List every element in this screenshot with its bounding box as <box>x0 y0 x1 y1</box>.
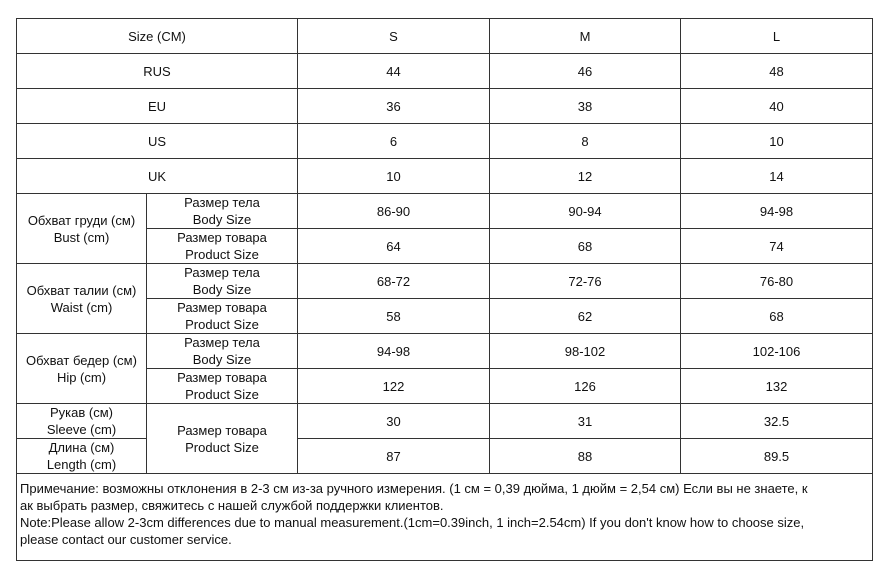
body-size-label-en: Body Size <box>192 282 252 297</box>
cell-eu-l: 40 <box>681 89 873 124</box>
sleeve-label <box>17 404 147 439</box>
measurement-note <box>17 474 873 561</box>
cell-hip-body-m: 98-102 <box>490 334 681 369</box>
table-row-uk <box>17 159 873 194</box>
cell-uk-l: 14 <box>681 159 873 194</box>
cell-sleeve-s: 30 <box>298 404 490 439</box>
cell-waist-product-l: 68 <box>681 299 873 334</box>
cell-sleeve-m: 31 <box>490 404 681 439</box>
size-header-cell: Size (CM) <box>17 19 298 54</box>
cell-bust-product-m: 68 <box>490 229 681 264</box>
cell-length-m: 88 <box>490 439 681 474</box>
cell-us-s: 6 <box>298 124 490 159</box>
length-label-en: Length (cm) <box>46 457 117 472</box>
cell-uk-m: 12 <box>490 159 681 194</box>
body-size-label-ru: Размер тела <box>184 335 260 350</box>
cell-waist-product-m: 62 <box>490 299 681 334</box>
bust-product-size-label <box>147 229 298 264</box>
table-row-note <box>17 474 873 561</box>
cell-rus-l: 48 <box>681 54 873 89</box>
cell-length-l: 89.5 <box>681 439 873 474</box>
cell-waist-body-m: 72-76 <box>490 264 681 299</box>
sleeve-label-en: Sleeve (cm) <box>46 422 117 437</box>
body-size-label-ru: Размер тела <box>184 265 260 280</box>
product-size-label-ru: Размер товара <box>177 300 267 315</box>
product-size-label-en: Product Size <box>185 439 259 455</box>
waist-label-ru: Обхват талии (см) <box>26 282 137 298</box>
hip-label-ru: Обхват бедер (см) <box>26 352 137 368</box>
cell-eu-s: 36 <box>298 89 490 124</box>
row-label-us: US <box>17 124 298 159</box>
waist-label <box>17 264 147 334</box>
table-row-length <box>17 439 873 474</box>
cell-eu-m: 38 <box>490 89 681 124</box>
cell-sleeve-l: 32.5 <box>681 404 873 439</box>
cell-waist-product-s: 58 <box>298 299 490 334</box>
cell-hip-product-m: 126 <box>490 369 681 404</box>
cell-us-l: 10 <box>681 124 873 159</box>
size-l-header: L <box>681 19 873 54</box>
row-label-rus: RUS <box>17 54 298 89</box>
bust-label-en: Bust (cm) <box>53 229 110 245</box>
bust-label-ru: Обхват груди (см) <box>27 212 136 228</box>
waist-body-size-label <box>147 264 298 299</box>
note-line-en-2: please contact our customer service. <box>20 532 232 547</box>
bust-body-size-label <box>147 194 298 229</box>
table-row-bust-body <box>17 194 873 229</box>
note-line-en-1: Note:Please allow 2-3cm differences due to manual measurement.(1cm=0.39inch, 1 inch=2.54cm) If you don't know how to choose size, <box>20 515 805 530</box>
sleeve-length-product-size-label <box>147 404 298 474</box>
cell-rus-m: 46 <box>490 54 681 89</box>
waist-product-size-label <box>147 299 298 334</box>
size-s-header: S <box>298 19 490 54</box>
length-label <box>17 439 147 474</box>
body-size-label-en: Body Size <box>192 352 252 367</box>
hip-body-size-label <box>147 334 298 369</box>
cell-uk-s: 10 <box>298 159 490 194</box>
note-line-ru-1: Примечание: возможны отклонения в 2-3 см из-за ручного измерения. (1 см = 0,39 дюйма, 1 дюйм = 2,54 см) Если вы не знаете, к <box>20 481 808 496</box>
cell-bust-body-s: 86-90 <box>298 194 490 229</box>
table-row-hip-body <box>17 334 873 369</box>
product-size-label-ru: Размер товара <box>177 230 267 245</box>
hip-label-en: Hip (cm) <box>56 369 107 385</box>
size-chart-table <box>16 18 873 561</box>
row-label-eu: EU <box>17 89 298 124</box>
cell-rus-s: 44 <box>298 54 490 89</box>
cell-bust-product-s: 64 <box>298 229 490 264</box>
product-size-label-en: Product Size <box>185 387 259 402</box>
product-size-label-ru: Размер товара <box>177 422 267 438</box>
body-size-label-en: Body Size <box>192 212 252 227</box>
product-size-label-en: Product Size <box>185 247 259 262</box>
table-row-rus <box>17 54 873 89</box>
body-size-label-ru: Размер тела <box>184 195 260 210</box>
cell-us-m: 8 <box>490 124 681 159</box>
cell-hip-product-s: 122 <box>298 369 490 404</box>
cell-length-s: 87 <box>298 439 490 474</box>
cell-bust-product-l: 74 <box>681 229 873 264</box>
sleeve-label-ru: Рукав (см) <box>50 405 113 420</box>
table-row-eu <box>17 89 873 124</box>
table-row-us <box>17 124 873 159</box>
row-label-uk: UK <box>17 159 298 194</box>
table-row-waist-body <box>17 264 873 299</box>
length-label-ru: Длина (см) <box>48 440 115 455</box>
product-size-label-ru: Размер товара <box>177 370 267 385</box>
size-m-header: M <box>490 19 681 54</box>
hip-label <box>17 334 147 404</box>
cell-bust-body-l: 94-98 <box>681 194 873 229</box>
waist-label-en: Waist (cm) <box>50 299 113 315</box>
product-size-label-en: Product Size <box>185 317 259 332</box>
cell-waist-body-l: 76-80 <box>681 264 873 299</box>
note-line-ru-2: ак выбрать размер, свяжитесь с нашей службой поддержки клиентов. <box>20 498 444 513</box>
hip-product-size-label <box>147 369 298 404</box>
cell-hip-product-l: 132 <box>681 369 873 404</box>
bust-label <box>17 194 147 264</box>
cell-hip-body-l: 102-106 <box>681 334 873 369</box>
cell-hip-body-s: 94-98 <box>298 334 490 369</box>
cell-bust-body-m: 90-94 <box>490 194 681 229</box>
table-row-sleeve <box>17 404 873 439</box>
cell-waist-body-s: 68-72 <box>298 264 490 299</box>
table-row-header <box>17 19 873 54</box>
